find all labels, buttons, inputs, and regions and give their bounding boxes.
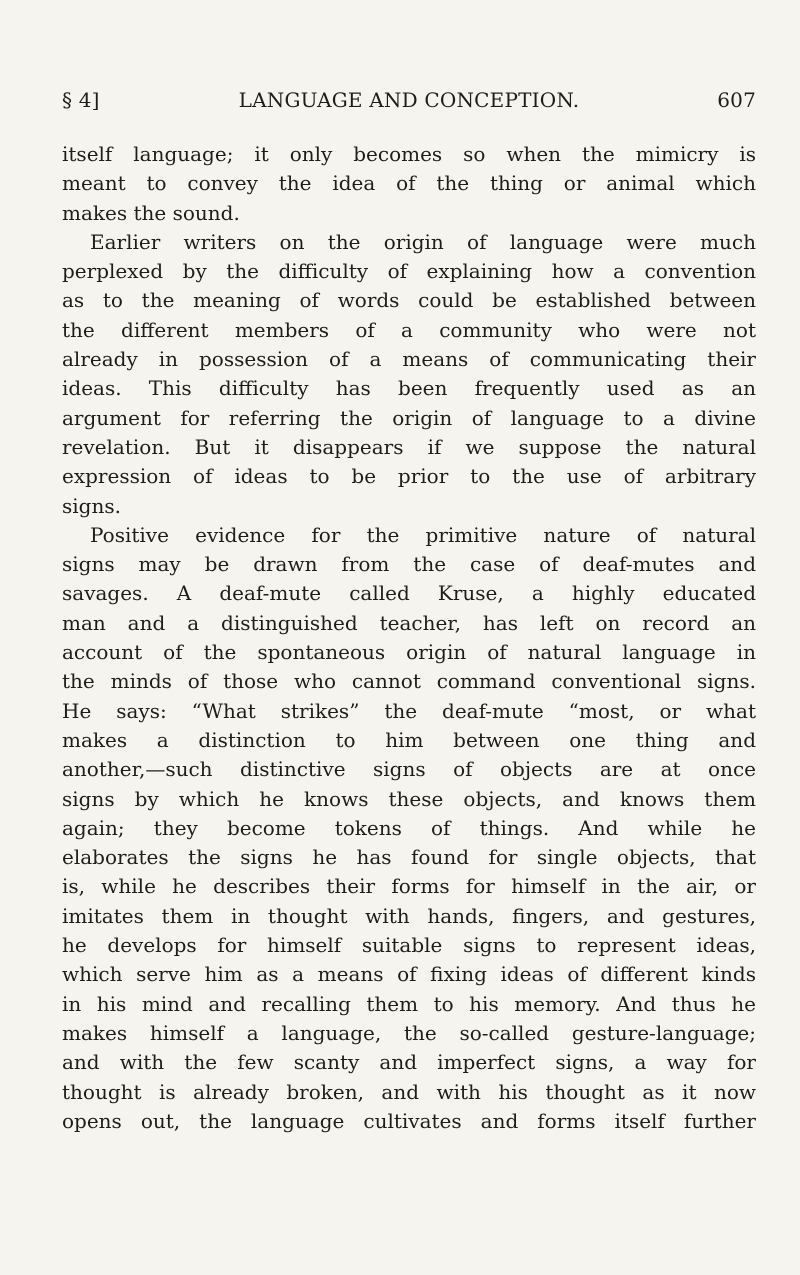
text-line: He says: “What strikes” the deaf-mute “most, or what — [62, 698, 756, 723]
text-line: which serve him as a means of fixing ideas of different kinds — [62, 962, 756, 987]
running-head-title: LANGUAGE AND CONCEPTION. — [238, 88, 580, 112]
text-line: expression of ideas to be prior to the use of arbitrary — [62, 464, 756, 489]
text-line: makes himself a language, the so-called gesture-language; — [62, 1020, 756, 1045]
text-line: savages. A deaf-mute called Kruse, a highly educated — [62, 581, 756, 606]
text-line: thought is already broken, and with his thought as it now — [62, 1079, 756, 1104]
text-line: another,—such distinctive signs of objects are at once — [62, 757, 756, 782]
text-line: Positive evidence for the primitive nature of natural — [90, 522, 756, 547]
text-line: in his mind and recalling them to his memory. And thus he — [62, 991, 756, 1016]
text-line: perplexed by the difficulty of explaining how a convention — [62, 259, 756, 284]
text-line: man and a distinguished teacher, has left on record an — [62, 610, 756, 635]
text-line: the different members of a community who were not — [62, 317, 756, 342]
text-line: makes the sound. — [62, 200, 240, 225]
text-line: elaborates the signs he has found for single objects, that — [62, 845, 756, 870]
text-line: revelation. But it disappears if we suppose the natural — [62, 434, 756, 459]
text-line: imitates them in thought with hands, fingers, and gestures, — [62, 903, 756, 928]
text-line: Earlier writers on the origin of language were much — [90, 229, 756, 254]
page-number: 607 — [717, 88, 756, 112]
text-line: and with the few scanty and imperfect signs, a way for — [62, 1050, 756, 1075]
text-line: account of the spontaneous origin of natural language in — [62, 640, 756, 665]
text-line: itself language; it only becomes so when the mimicry is — [62, 142, 756, 166]
section-mark: § 4] — [62, 88, 100, 112]
text-line: he develops for himself suitable signs to represent ideas, — [62, 933, 756, 958]
text-line: signs may be drawn from the case of deaf-mutes and — [62, 552, 756, 577]
text-line: again; they become tokens of things. And while he — [62, 815, 756, 840]
text-line: opens out, the language cultivates and forms itself further — [62, 1108, 756, 1133]
text-line: signs by which he knows these objects, and knows them — [62, 786, 756, 811]
running-header — [62, 86, 756, 114]
text-line: already in possession of a means of communicating their — [62, 347, 756, 372]
body-text — [62, 140, 756, 1136]
text-line: argument for referring the origin of language to a divine — [62, 405, 756, 430]
text-line: as to the meaning of words could be established between — [62, 288, 756, 313]
text-line: is, while he describes their forms for himself in the air, or — [62, 874, 756, 899]
text-line: ideas. This difficulty has been frequently used as an — [62, 376, 756, 401]
text-line: signs. — [62, 493, 121, 518]
text-line: the minds of those who cannot command conventional signs. — [62, 669, 756, 694]
text-line: meant to convey the idea of the thing or animal which — [62, 171, 756, 196]
text-line: makes a distinction to him between one thing and — [62, 727, 756, 752]
